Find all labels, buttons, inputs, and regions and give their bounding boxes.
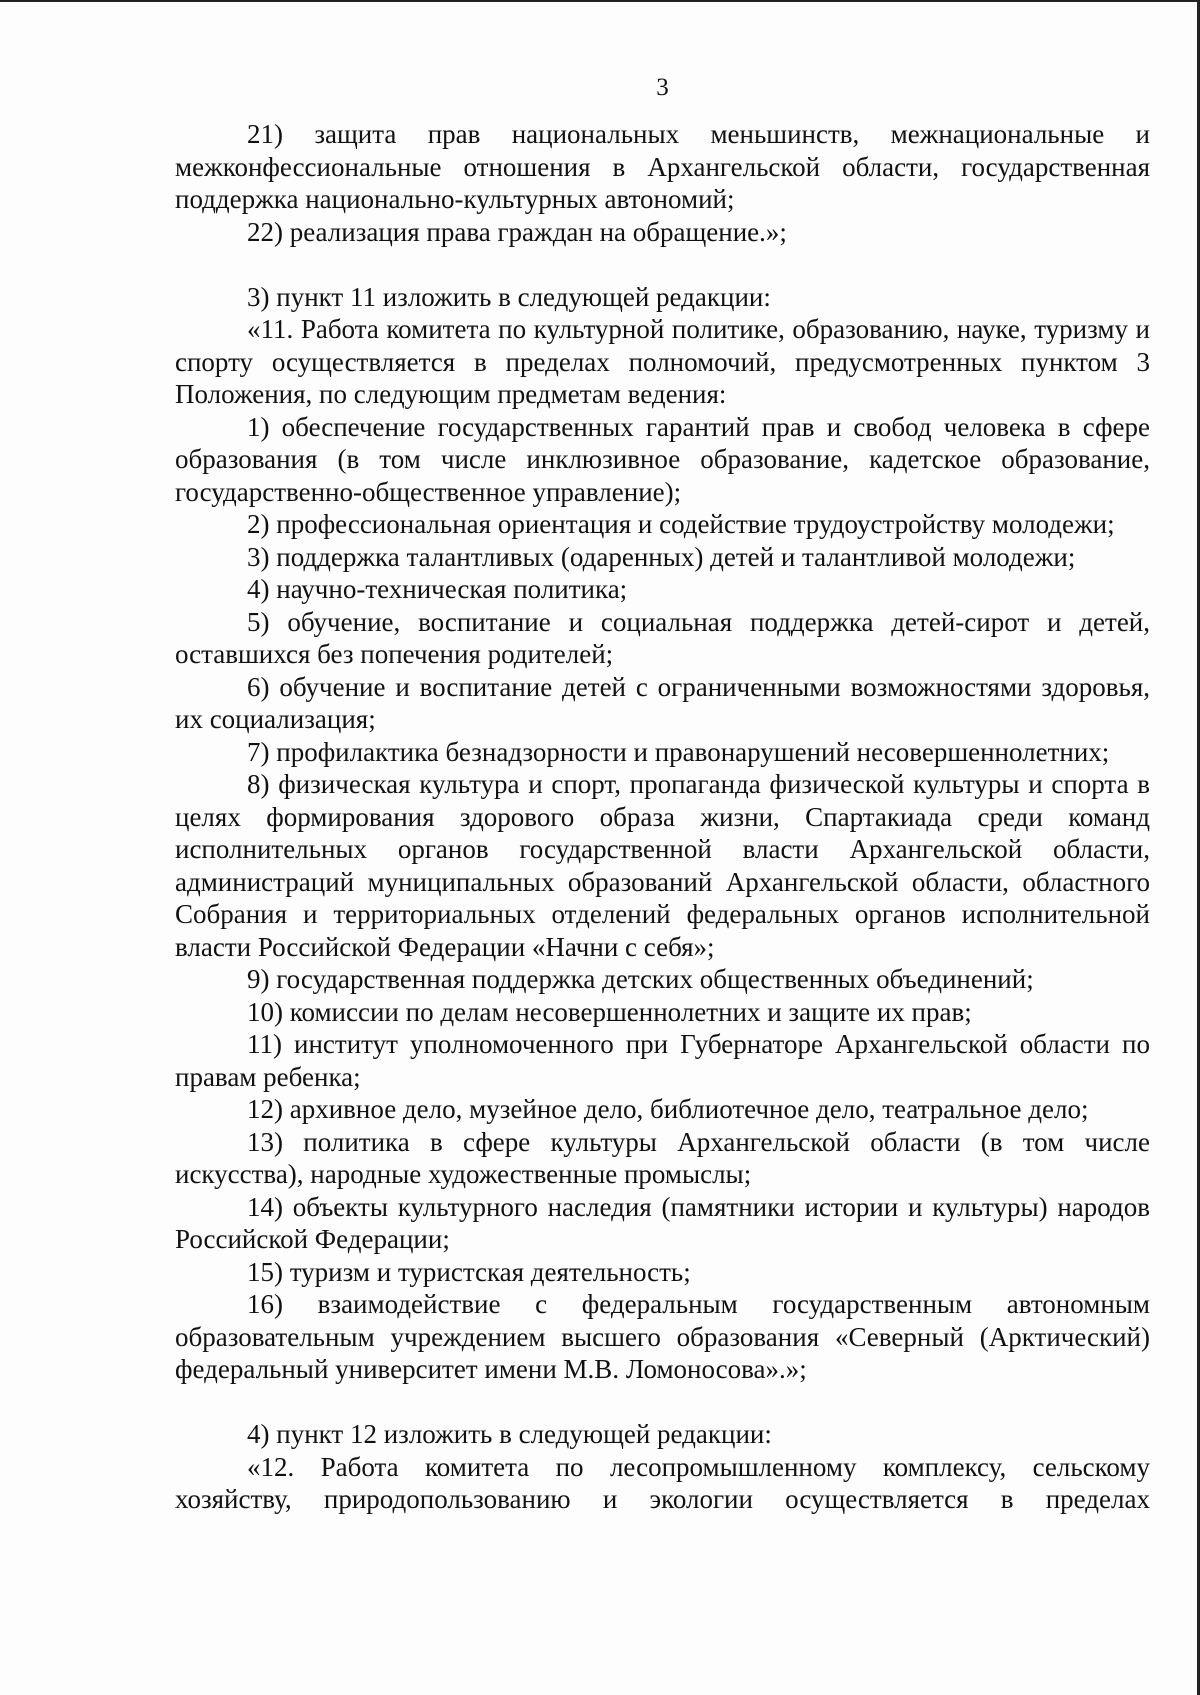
paragraph-subitem-11: 11) институт уполномоченного при Губернаторе Архангельской области по правам ребенка; (175, 1029, 1150, 1092)
page-top-edge (0, 0, 1200, 2)
paragraph-item-21: 21) защита прав национальных меньшинств, межнациональные и межконфессиональные отношения в Архангельской области, государственная поддержка национально-культурных автономий; (175, 119, 1150, 214)
paragraph-subitem-16: 16) взаимодействие с федеральным государственным автономным образовательным учреждением высшего образования «Северный (Арктический) федеральный университет имени М.В. Ломоносова».»; (175, 1289, 1150, 1384)
paragraph-subitem-1: 1) обеспечение государственных гарантий прав и свобод человека в сфере образования (в том числе инклюзивное образование, кадетское образование, государственно-общественное управление); (175, 411, 1150, 507)
paragraph-gap (175, 1386, 1150, 1419)
paragraph-gap (175, 248, 1150, 281)
paragraph-subitem-4: 4) научно-техническая политика; (247, 574, 628, 604)
paragraph-point-4: 4) пункт 12 изложить в следующей редакции: (247, 1419, 772, 1449)
paragraph-subitem-3: 3) поддержка талантливых (одаренных) детей и талантливой молодежи; (247, 541, 1076, 572)
page-number: 3 (656, 74, 669, 101)
paragraph-subitem-14: 14) объекты культурного наследия (памятники истории и культуры) народов Российской Федерации; (175, 1191, 1150, 1254)
paragraph-clause-11: «11. Работа комитета по культурной политике, образованию, науке, туризму и спорту осуществляется в пределах полномочий, предусмотренных пунктом 3 Положения, по следующим предметам ведения: (175, 314, 1150, 409)
paragraph-subitem-6: 6) обучение и воспитание детей с ограниченными возможностями здоровья, их социализация; (175, 671, 1150, 734)
document-body (175, 118, 1150, 1516)
paragraph-subitem-5: 5) обучение, воспитание и социальная поддержка детей-сирот и детей, оставшихся без попечения родителей; (175, 606, 1150, 669)
paragraph-subitem-7: 7) профилактика безнадзорности и правонарушений несовершеннолетних; (247, 736, 1110, 767)
paragraph-item-22: 22) реализация права граждан на обращение.»; (247, 216, 787, 247)
paragraph-subitem-2: 2) профессиональная ориентация и содействие трудоустройству молодежи; (247, 509, 1115, 539)
paragraph-subitem-10: 10) комиссии по делам несовершеннолетних и защите их прав; (247, 996, 972, 1027)
paragraph-subitem-12: 12) архивное дело, музейное дело, библиотечное дело, театральное дело; (247, 1094, 1089, 1124)
paragraph-subitem-8: 8) физическая культура и спорт, пропаганда физической культуры и спорта в целях формирования здорового образа жизни, Спартакиада среди команд исполнительных органов государственной власти Архангельской области, администраций муниципальных образований Архангельской области, областного Собрания и территориальных отделений федеральных органов исполнительной власти Российской Федерации «Начни с себя»; (175, 769, 1150, 962)
paragraph-subitem-15: 15) туризм и туристская деятельность; (247, 1256, 691, 1287)
paragraph-clause-12: «12. Работа комитета по лесопромышленному комплексу, сельскому хозяйству, природопользованию и экологии осуществляется в пределах (175, 1451, 1150, 1514)
paragraph-point-3: 3) пункт 11 изложить в следующей редакции: (247, 281, 771, 312)
paragraph-subitem-9: 9) государственная поддержка детских общественных объединений; (247, 964, 1034, 994)
paragraph-subitem-13: 13) политика в сфере культуры Архангельской области (в том числе искусства), народные художественные промыслы; (175, 1126, 1150, 1189)
